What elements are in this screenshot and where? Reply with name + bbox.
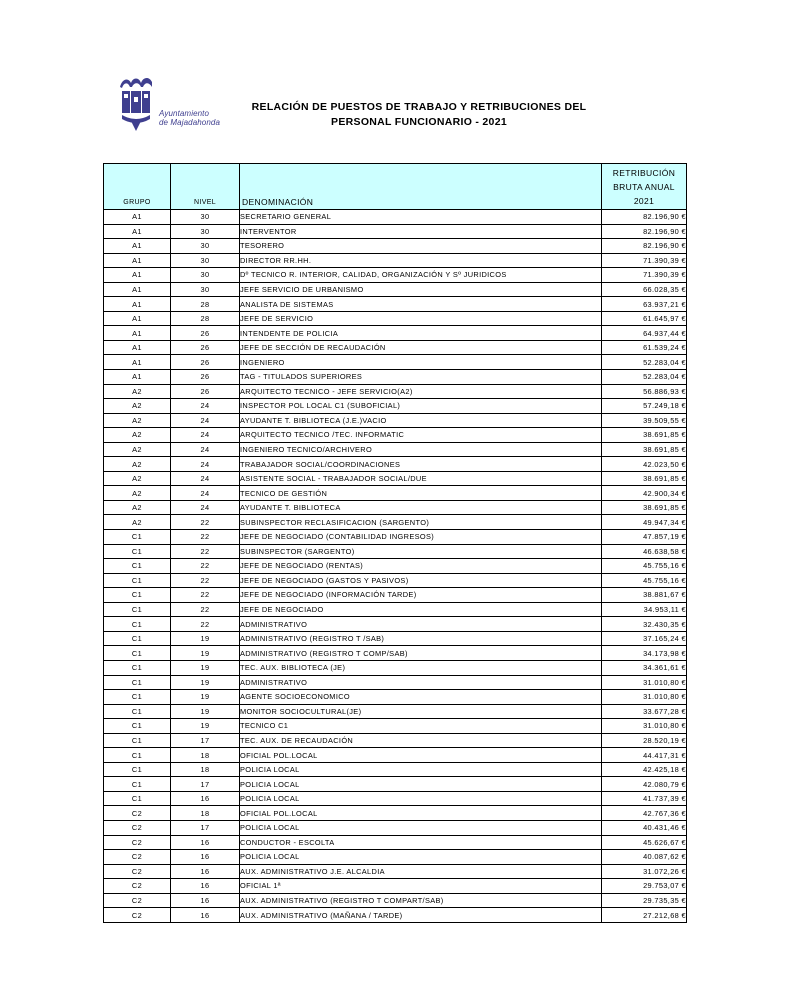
cell-retribucion: 38.881,67 € <box>602 588 687 603</box>
cell-grupo: C1 <box>104 646 171 661</box>
cell-grupo: A2 <box>104 428 171 443</box>
cell-grupo: A1 <box>104 355 171 370</box>
cell-denominacion: AYUDANTE T. BIBLIOTECA <box>240 500 602 515</box>
cell-denominacion: AUX. ADMINISTRATIVO (MAÑANA / TARDE) <box>240 908 602 923</box>
cell-denominacion: ADMINISTRATIVO <box>240 617 602 632</box>
header-retribucion-line-1: RETRIBUCIÓN <box>612 168 676 178</box>
cell-nivel: 30 <box>171 210 240 225</box>
cell-grupo: A1 <box>104 297 171 312</box>
cell-nivel: 17 <box>171 777 240 792</box>
table-row <box>104 224 687 239</box>
cell-denominacion: JEFE DE NEGOCIADO (CONTABILIDAD INGRESOS) <box>240 530 602 545</box>
cell-retribucion: 38.691,85 € <box>602 500 687 515</box>
cell-nivel: 24 <box>171 413 240 428</box>
cell-nivel: 26 <box>171 384 240 399</box>
cell-grupo: C1 <box>104 573 171 588</box>
table-row <box>104 239 687 254</box>
title-line-1: RELACIÓN DE PUESTOS DE TRABAJO Y RETRIBUCIONES DEL <box>251 101 587 113</box>
cell-retribucion: 49.947,34 € <box>602 515 687 530</box>
cell-nivel: 30 <box>171 239 240 254</box>
cell-retribucion: 45.626,67 € <box>602 835 687 850</box>
cell-nivel: 16 <box>171 893 240 908</box>
table-row <box>104 297 687 312</box>
cell-nivel: 22 <box>171 617 240 632</box>
cell-retribucion: 44.417,31 € <box>602 748 687 763</box>
cell-nivel: 16 <box>171 835 240 850</box>
table-row <box>104 588 687 603</box>
cell-grupo: C1 <box>104 631 171 646</box>
ayuntamiento-majadahonda-logo-icon <box>116 73 160 133</box>
cell-denominacion: ADMINISTRATIVO (REGISTRO T /SAB) <box>240 631 602 646</box>
cell-denominacion: AUX. ADMINISTRATIVO (REGISTRO T COMPART/SAB) <box>240 893 602 908</box>
cell-grupo: C2 <box>104 820 171 835</box>
cell-grupo: A2 <box>104 384 171 399</box>
cell-denominacion: JEFE DE NEGOCIADO (GASTOS Y PASIVOS) <box>240 573 602 588</box>
header-grupo: GRUPO <box>104 164 171 210</box>
cell-nivel: 28 <box>171 297 240 312</box>
cell-grupo: A2 <box>104 515 171 530</box>
cell-denominacion: TRABAJADOR SOCIAL/COORDINACIONES <box>240 457 602 472</box>
cell-retribucion: 64.937,44 € <box>602 326 687 341</box>
table-row <box>104 370 687 385</box>
cell-denominacion: JEFE DE SECCIÓN DE RECAUDACIÓN <box>240 340 602 355</box>
cell-grupo: A2 <box>104 486 171 501</box>
cell-retribucion: 29.735,35 € <box>602 893 687 908</box>
cell-retribucion: 32.430,35 € <box>602 617 687 632</box>
cell-denominacion: AUX. ADMINISTRATIVO J.E. ALCALDIA <box>240 864 602 879</box>
cell-retribucion: 46.638,58 € <box>602 544 687 559</box>
table-row <box>104 893 687 908</box>
cell-retribucion: 63.937,21 € <box>602 297 687 312</box>
table-row <box>104 748 687 763</box>
cell-nivel: 16 <box>171 879 240 894</box>
cell-nivel: 24 <box>171 399 240 414</box>
cell-nivel: 22 <box>171 573 240 588</box>
cell-retribucion: 38.691,85 € <box>602 428 687 443</box>
table-row <box>104 617 687 632</box>
cell-nivel: 16 <box>171 791 240 806</box>
table-row <box>104 268 687 283</box>
table-row <box>104 340 687 355</box>
cell-retribucion: 40.431,46 € <box>602 820 687 835</box>
cell-retribucion: 31.072,26 € <box>602 864 687 879</box>
cell-nivel: 16 <box>171 864 240 879</box>
cell-retribucion: 38.691,85 € <box>602 442 687 457</box>
table-row <box>104 850 687 865</box>
cell-retribucion: 45.755,16 € <box>602 573 687 588</box>
cell-denominacion: OFICIAL POL.LOCAL <box>240 806 602 821</box>
cell-denominacion: ADMINISTRATIVO (REGISTRO T COMP/SAB) <box>240 646 602 661</box>
table-row <box>104 210 687 225</box>
cell-grupo: C1 <box>104 660 171 675</box>
table-row <box>104 791 687 806</box>
cell-grupo: A2 <box>104 500 171 515</box>
cell-denominacion: JEFE DE SERVICIO <box>240 311 602 326</box>
header-retribucion-line-3: 2021 <box>633 196 655 206</box>
cell-retribucion: 33.677,28 € <box>602 704 687 719</box>
cell-nivel: 18 <box>171 806 240 821</box>
cell-nivel: 24 <box>171 457 240 472</box>
cell-retribucion: 57.249,18 € <box>602 399 687 414</box>
table-row <box>104 413 687 428</box>
table-row <box>104 442 687 457</box>
cell-nivel: 19 <box>171 660 240 675</box>
cell-nivel: 19 <box>171 719 240 734</box>
cell-grupo: A2 <box>104 399 171 414</box>
cell-denominacion: Dº TECNICO R. INTERIOR, CALIDAD, ORGANIZACIÓN Y Sº JURIDICOS <box>240 268 602 283</box>
cell-grupo: A1 <box>104 239 171 254</box>
cell-denominacion: SUBINSPECTOR RECLASIFICACION (SARGENTO) <box>240 515 602 530</box>
cell-nivel: 22 <box>171 530 240 545</box>
table-row <box>104 820 687 835</box>
table-row <box>104 675 687 690</box>
cell-retribucion: 31.010,80 € <box>602 690 687 705</box>
cell-retribucion: 34.361,61 € <box>602 660 687 675</box>
cell-denominacion: JEFE DE NEGOCIADO (INFORMACIÓN TARDE) <box>240 588 602 603</box>
cell-grupo: C1 <box>104 588 171 603</box>
cell-denominacion: OFICIAL 1ª <box>240 879 602 894</box>
cell-nivel: 30 <box>171 282 240 297</box>
cell-nivel: 28 <box>171 311 240 326</box>
logo-line-1: Ayuntamiento <box>159 109 210 118</box>
cell-denominacion: ADMINISTRATIVO <box>240 675 602 690</box>
cell-grupo: C1 <box>104 559 171 574</box>
cell-denominacion: ASISTENTE SOCIAL - TRABAJADOR SOCIAL/DUE <box>240 471 602 486</box>
table-row <box>104 544 687 559</box>
cell-retribucion: 38.691,85 € <box>602 471 687 486</box>
cell-denominacion: TECNICO C1 <box>240 719 602 734</box>
cell-grupo: A2 <box>104 413 171 428</box>
cell-denominacion: AYUDANTE T. BIBLIOTECA (J.E.)VACIO <box>240 413 602 428</box>
cell-grupo: A1 <box>104 370 171 385</box>
table-row <box>104 559 687 574</box>
cell-grupo: A2 <box>104 457 171 472</box>
page-title <box>232 100 606 130</box>
cell-grupo: A1 <box>104 326 171 341</box>
header-nivel: NIVEL <box>171 164 240 210</box>
cell-denominacion: TESORERO <box>240 239 602 254</box>
cell-grupo: C1 <box>104 675 171 690</box>
cell-retribucion: 66.028,35 € <box>602 282 687 297</box>
cell-retribucion: 56.886,93 € <box>602 384 687 399</box>
table-row <box>104 864 687 879</box>
cell-nivel: 17 <box>171 733 240 748</box>
table-row <box>104 879 687 894</box>
cell-denominacion: POLICIA LOCAL <box>240 762 602 777</box>
cell-grupo: A1 <box>104 282 171 297</box>
cell-grupo: C1 <box>104 777 171 792</box>
cell-grupo: C1 <box>104 602 171 617</box>
cell-nivel: 24 <box>171 471 240 486</box>
cell-grupo: A2 <box>104 442 171 457</box>
cell-grupo: A1 <box>104 311 171 326</box>
cell-denominacion: SUBINSPECTOR (SARGENTO) <box>240 544 602 559</box>
cell-nivel: 19 <box>171 631 240 646</box>
cell-nivel: 30 <box>171 224 240 239</box>
cell-denominacion: OFICIAL POL.LOCAL <box>240 748 602 763</box>
cell-retribucion: 31.010,80 € <box>602 719 687 734</box>
cell-retribucion: 41.737,39 € <box>602 791 687 806</box>
cell-nivel: 26 <box>171 326 240 341</box>
cell-denominacion: INGENIERO TECNICO/ARCHIVERO <box>240 442 602 457</box>
table-row <box>104 311 687 326</box>
cell-grupo: C2 <box>104 908 171 923</box>
table-row <box>104 762 687 777</box>
table-row <box>104 253 687 268</box>
cell-nivel: 22 <box>171 544 240 559</box>
cell-retribucion: 42.900,34 € <box>602 486 687 501</box>
cell-denominacion: POLICIA LOCAL <box>240 777 602 792</box>
cell-denominacion: INTENDENTE DE POLICIA <box>240 326 602 341</box>
cell-grupo: C1 <box>104 733 171 748</box>
table-row <box>104 326 687 341</box>
cell-denominacion: DIRECTOR RR.HH. <box>240 253 602 268</box>
table-row <box>104 515 687 530</box>
cell-retribucion: 82.196,90 € <box>602 239 687 254</box>
cell-nivel: 19 <box>171 646 240 661</box>
cell-nivel: 22 <box>171 602 240 617</box>
cell-retribucion: 47.857,19 € <box>602 530 687 545</box>
table-row <box>104 399 687 414</box>
cell-denominacion: TEC. AUX. BIBLIOTECA (JE) <box>240 660 602 675</box>
table-row <box>104 486 687 501</box>
table-row <box>104 719 687 734</box>
cell-denominacion: POLICIA LOCAL <box>240 850 602 865</box>
cell-nivel: 24 <box>171 486 240 501</box>
table-row <box>104 908 687 923</box>
cell-retribucion: 37.165,24 € <box>602 631 687 646</box>
cell-retribucion: 39.509,55 € <box>602 413 687 428</box>
table-row <box>104 631 687 646</box>
cell-denominacion: CONDUCTOR - ESCOLTA <box>240 835 602 850</box>
cell-denominacion: POLICIA LOCAL <box>240 820 602 835</box>
cell-retribucion: 28.520,19 € <box>602 733 687 748</box>
cell-retribucion: 34.953,11 € <box>602 602 687 617</box>
cell-nivel: 18 <box>171 762 240 777</box>
cell-grupo: A1 <box>104 210 171 225</box>
table-row <box>104 646 687 661</box>
cell-grupo: C2 <box>104 850 171 865</box>
cell-retribucion: 52.283,04 € <box>602 370 687 385</box>
cell-denominacion: MONITOR SOCIOCULTURAL(JE) <box>240 704 602 719</box>
table-row <box>104 835 687 850</box>
cell-nivel: 26 <box>171 355 240 370</box>
table-row <box>104 806 687 821</box>
table-row <box>104 471 687 486</box>
cell-denominacion: SECRETARIO GENERAL <box>240 210 602 225</box>
cell-grupo: C1 <box>104 704 171 719</box>
table-row <box>104 384 687 399</box>
cell-nivel: 24 <box>171 428 240 443</box>
cell-grupo: C1 <box>104 544 171 559</box>
header-denominacion: DENOMINACIÓN <box>240 164 602 210</box>
title-line-2: PERSONAL FUNCIONARIO - 2021 <box>331 116 507 128</box>
table-row <box>104 777 687 792</box>
cell-grupo: A1 <box>104 224 171 239</box>
table-body <box>104 210 687 923</box>
cell-grupo: C1 <box>104 617 171 632</box>
cell-retribucion: 40.087,62 € <box>602 850 687 865</box>
cell-denominacion: AGENTE SOCIOECONOMICO <box>240 690 602 705</box>
cell-denominacion: INTERVENTOR <box>240 224 602 239</box>
cell-denominacion: INSPECTOR POL LOCAL C1 (SUBOFICIAL) <box>240 399 602 414</box>
cell-retribucion: 82.196,90 € <box>602 210 687 225</box>
cell-grupo: A1 <box>104 253 171 268</box>
cell-nivel: 16 <box>171 908 240 923</box>
cell-nivel: 24 <box>171 500 240 515</box>
cell-grupo: C1 <box>104 791 171 806</box>
cell-retribucion: 61.539,24 € <box>602 340 687 355</box>
logo-line-2: de Majadahonda <box>159 118 221 127</box>
cell-denominacion: JEFE DE NEGOCIADO <box>240 602 602 617</box>
table-row <box>104 457 687 472</box>
cell-grupo: C1 <box>104 719 171 734</box>
cell-grupo: C1 <box>104 530 171 545</box>
cell-nivel: 30 <box>171 253 240 268</box>
table-row <box>104 530 687 545</box>
cell-retribucion: 27.212,68 € <box>602 908 687 923</box>
table-row <box>104 428 687 443</box>
cell-retribucion: 42.425,18 € <box>602 762 687 777</box>
cell-grupo: A1 <box>104 340 171 355</box>
cell-grupo: C2 <box>104 806 171 821</box>
cell-grupo: C1 <box>104 690 171 705</box>
table-row <box>104 500 687 515</box>
cell-nivel: 17 <box>171 820 240 835</box>
cell-denominacion: ARQUITECTO TECNICO /TEC. INFORMATIC <box>240 428 602 443</box>
cell-nivel: 30 <box>171 268 240 283</box>
cell-nivel: 22 <box>171 559 240 574</box>
cell-nivel: 22 <box>171 588 240 603</box>
cell-grupo: C2 <box>104 879 171 894</box>
cell-denominacion: TEC. AUX. DE RECAUDACIÓN <box>240 733 602 748</box>
cell-retribucion: 42.023,50 € <box>602 457 687 472</box>
table-row <box>104 704 687 719</box>
table-row <box>104 733 687 748</box>
cell-denominacion: ARQUITECTO TECNICO - JEFE SERVICIO(A2) <box>240 384 602 399</box>
cell-retribucion: 34.173,98 € <box>602 646 687 661</box>
cell-grupo: A1 <box>104 268 171 283</box>
table-row <box>104 690 687 705</box>
table-header-row <box>104 164 687 210</box>
cell-grupo: C2 <box>104 835 171 850</box>
salary-table <box>103 163 687 923</box>
cell-denominacion: JEFE DE NEGOCIADO (RENTAS) <box>240 559 602 574</box>
cell-retribucion: 71.390,39 € <box>602 253 687 268</box>
cell-retribucion: 45.755,16 € <box>602 559 687 574</box>
cell-denominacion: JEFE SERVICIO DE URBANISMO <box>240 282 602 297</box>
table-row <box>104 282 687 297</box>
cell-nivel: 26 <box>171 370 240 385</box>
header-retribucion-line-2: BRUTA ANUAL <box>613 182 675 192</box>
cell-denominacion: ANALISTA DE SISTEMAS <box>240 297 602 312</box>
cell-retribucion: 52.283,04 € <box>602 355 687 370</box>
table-row <box>104 355 687 370</box>
cell-nivel: 26 <box>171 340 240 355</box>
header-retribucion <box>602 164 687 210</box>
cell-grupo: C1 <box>104 762 171 777</box>
cell-retribucion: 31.010,80 € <box>602 675 687 690</box>
ayuntamiento-logo <box>116 73 232 133</box>
cell-retribucion: 42.080,79 € <box>602 777 687 792</box>
cell-grupo: A2 <box>104 471 171 486</box>
cell-nivel: 24 <box>171 442 240 457</box>
cell-retribucion: 42.767,36 € <box>602 806 687 821</box>
cell-retribucion: 71.390,39 € <box>602 268 687 283</box>
cell-grupo: C1 <box>104 748 171 763</box>
cell-denominacion: POLICIA LOCAL <box>240 791 602 806</box>
cell-denominacion: TAG - TITULADOS SUPERIORES <box>240 370 602 385</box>
cell-denominacion: TECNICO DE GESTIÓN <box>240 486 602 501</box>
logo-text <box>159 109 220 127</box>
table-row <box>104 602 687 617</box>
cell-nivel: 19 <box>171 704 240 719</box>
cell-nivel: 19 <box>171 675 240 690</box>
cell-retribucion: 61.645,97 € <box>602 311 687 326</box>
cell-grupo: C2 <box>104 893 171 908</box>
cell-nivel: 22 <box>171 515 240 530</box>
cell-retribucion: 29.753,07 € <box>602 879 687 894</box>
cell-nivel: 16 <box>171 850 240 865</box>
cell-retribucion: 82.196,90 € <box>602 224 687 239</box>
table-row <box>104 573 687 588</box>
cell-denominacion: INGENIERO <box>240 355 602 370</box>
table-row <box>104 660 687 675</box>
cell-nivel: 19 <box>171 690 240 705</box>
cell-grupo: C2 <box>104 864 171 879</box>
cell-nivel: 18 <box>171 748 240 763</box>
